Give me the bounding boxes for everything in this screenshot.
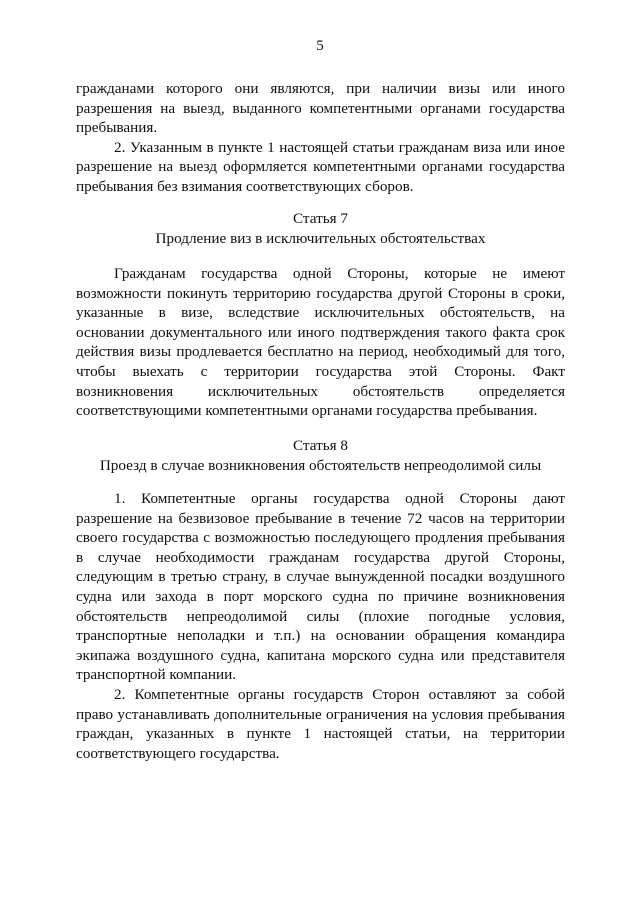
article-8 [76, 436, 565, 475]
article-7-body [76, 264, 565, 421]
article-8-paragraph-2: 2. Компетентные органы государств Сторон оставляют за собой право устанавливать дополнительные ограничения на условия пребывания граждан, указанных в пункте 1 настоящей статьи, на территории соответствующего государства. [76, 685, 565, 762]
intro-paragraph-2: 2. Указанным в пункте 1 настоящей статьи гражданам виза или иное разрешение на выезд оформляется компетентными органами государства пребывания без взимания соответствующих сборов. [76, 138, 565, 195]
article-7-paragraph-1: Гражданам государства одной Стороны, которые не имеют возможности покинуть территорию государства другой Стороны в сроки, указанные в визе, вследствие исключительных обстоятельств, на основании документального или иного подтверждения такого факта срок действия визы продлевается бесплатно на период, необходимый для того, чтобы выехать с территории государства этой Стороны. Факт возникновения исключительных обстоятельств определяется соответствующими компетентными органами государства пребывания. [76, 265, 565, 420]
article-7-title: Продление виз в исключительных обстоятельствах [155, 229, 486, 247]
article-8-title: Проезд в случае возникновения обстоятельств непреодолимой силы [99, 456, 542, 474]
intro-paragraph-1: гражданами которого они являются, при наличии визы или иного разрешения на выезд, выданного компетентными органами государства пребывания. [76, 80, 565, 137]
article-7-heading: Статья 7 [292, 210, 349, 227]
article-8-heading: Статья 8 [292, 437, 349, 454]
article-8-paragraph-1: 1. Компетентные органы государства одной Стороны дают разрешение на безвизовое пребывание в течение 72 часов на территории своего государства с возможностью последующего продления пребывания в случае необходимости гражданам государства другой Стороны, следующим в третью страну, в случае вынужденной посадки воздушного судна или захода в порт морского судна по причине возникновения обстоятельств непреодолимой силы (плохие погодные условия, транспортные неполадки и т.п.) на основании обращения командира экипажа воздушного судна, капитана морского судна или представителя транспортной компании. [76, 490, 565, 684]
article-7 [76, 209, 565, 248]
page-number: 5 [316, 38, 324, 54]
article-8-body [76, 489, 565, 763]
intro-section [76, 79, 565, 197]
